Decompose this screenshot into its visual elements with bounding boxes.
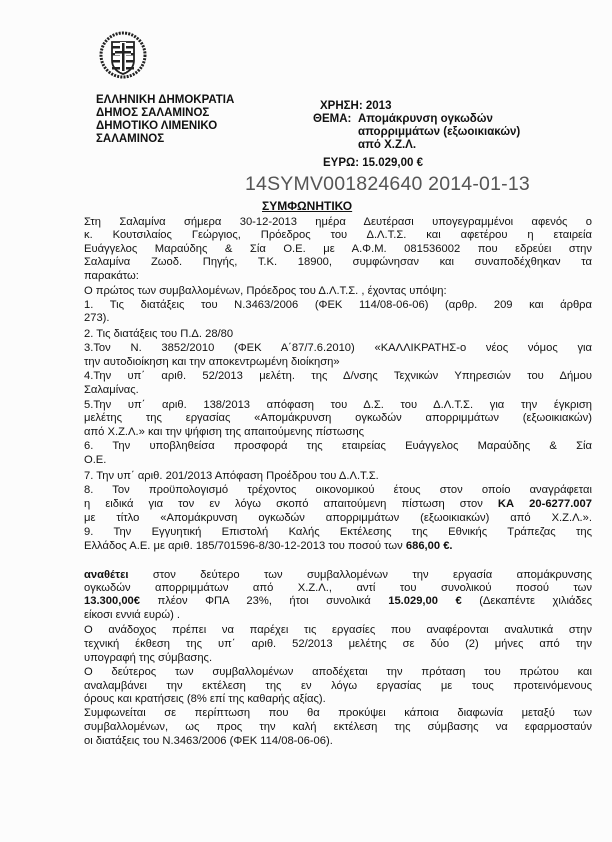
body-line — [84, 299, 592, 312]
body-line — [84, 384, 592, 397]
subject-label: ΘΕΜΑ: — [313, 113, 352, 125]
text-run: 8. Τον προϋπολογισμό τρέχοντος οικονομικού έτους στον οποίο αναγράφεται — [84, 484, 592, 496]
document-title: ΣΥΜΦΩΝΗΤΙΚΟ — [262, 199, 353, 213]
text-run: με τίτλο «Απομάκρυνση ογκωδών απορριμμάτων (εξωοικιακών) από Χ.Ζ.Λ.». — [84, 512, 592, 524]
body-line — [84, 652, 592, 665]
text-run: ογκωδών απορριμμάτων από Χ.Ζ.Λ., αντί του συνολικού ποσού των — [84, 582, 592, 594]
text-run: κ. Κουτσιλαίος Γεώργιος, Πρόεδρος του Δ.Λ.Τ.Σ. και αφετέρου η εταιρεία — [84, 229, 592, 241]
issuer-line: ΕΛΛΗΝΙΚΗ ΔΗΜΟΚΡΑΤΙΑ — [96, 94, 235, 106]
text-run: Σαλαμίνα Ζωοδ. Πηγής, Τ.Κ. 18900, συμφώνησαν και συναποδέχθηκαν τα — [84, 256, 592, 268]
text-run: Ο δεύτερος των συμβαλλομένων αποδέχεται την πρόταση του πρώτου και — [84, 666, 592, 678]
text-run: υπογραφή της σύμβασης. — [84, 652, 213, 664]
body-line — [84, 440, 592, 453]
body-line — [84, 735, 592, 748]
issuer-line: ΣΑΛΑΜΙΝΟΣ — [96, 133, 165, 145]
text-run: Ευάγγελος Μαραύδης & Σία Ο.Ε. με Α.Φ.Μ. 081536002 που εδρεύει στην — [84, 243, 592, 255]
text-run: Ο ανάδοχος πρέπει να παρέχει τις εργασίες που αναφέρονται αναλυτικά στην — [84, 624, 592, 636]
text-run: Ο πρώτος των συμβαλλομένων, Πρόεδρος του Δ.Λ.Τ.Σ. , έχοντας υπόψη: — [84, 285, 447, 297]
text-run: είκοσι εννιά ευρώ) . — [84, 609, 181, 621]
subject-line: από Χ.Ζ.Λ. — [358, 139, 417, 151]
subject-line: Απομάκρυνση ογκωδών — [358, 113, 493, 125]
text-run: 9. Την Εγγυητική Επιστολή Καλής Εκτέλεσης της Εθνικής Τράπεζας της — [84, 526, 592, 538]
subject-text — [358, 113, 520, 152]
text-run: μελέτης της εργασίας «Απομάκρυνση ογκωδών απορριμμάτων (εξωοικιακών) — [84, 412, 592, 424]
body-line — [84, 582, 592, 595]
body-line — [84, 624, 592, 637]
body-line — [84, 328, 592, 341]
body-line — [84, 312, 592, 325]
text-run: 2. Τις διατάξεις του Π.Δ. 28/80 — [84, 328, 234, 340]
text-run: τεχνική έκθεση της υπ΄ αριθ. 52/2013 μελέτης σε δύο (2) μήνες από την — [84, 638, 592, 650]
body-line — [84, 216, 592, 229]
fiscal-year: ΧΡΗΣΗ: 2013 — [320, 100, 392, 112]
text-run: 1. Τις διατάξεις του Ν.3463/2006 (ΦΕΚ 114/08-06-06) (αρθρ. 209 και άρθρα — [84, 299, 592, 311]
body-line — [84, 426, 592, 439]
body-line — [84, 370, 592, 383]
text-run: 4.Την υπ΄ αριθ. 52/2013 μελέτη. της Δ/νσης Τεχνικών Υπηρεσιών του Δήμου — [84, 370, 592, 382]
body-line — [84, 229, 592, 242]
body-line — [84, 285, 592, 298]
body-line — [84, 256, 592, 269]
body-line — [84, 512, 592, 525]
issuer-block — [96, 94, 234, 146]
text-run: Στη Σαλαμίνα σήμερα 30-12-2013 ημέρα Δευτέρασι υπογεγραμμένοι αφενός ο — [84, 216, 592, 228]
issuer-line: ΔΗΜΟΣ ΣΑΛΑΜΙΝΟΣ — [96, 107, 210, 119]
text-run: Σαλαμίνας. — [84, 384, 139, 396]
body-line — [84, 693, 592, 706]
bold-text: ΚΑ 20-6277.007 — [497, 498, 592, 510]
body-line — [84, 526, 592, 539]
text-run: η ειδικά για τον εν λόγω σκοπό απαιτούμενη πίστωση στον — [84, 498, 498, 510]
body-line — [84, 270, 592, 283]
text-run: Ο.Ε. — [84, 454, 107, 466]
body-line — [84, 412, 592, 425]
text-run: 3.Τον Ν. 3852/2010 (ΦΕΚ Α΄87/7.6.2010) «ΚΑΛΛΙΚΡΑΤΗΣ-ο νέος νόμος για — [84, 342, 592, 354]
body-line — [84, 595, 592, 608]
text-run: πλέον ΦΠΑ 23%, ήτοι συνολικά — [140, 595, 389, 607]
body-line — [84, 454, 592, 467]
issuer-line: ΔΗΜΟΤΙΚΟ ΛΙΜΕΝΙΚΟ — [96, 120, 218, 132]
greek-state-emblem — [98, 30, 148, 80]
bold-text: 15.029,00 € — [388, 595, 462, 607]
text-run: την αυτοδιοίκηση και την αποκεντρωμένη διοίκηση» — [84, 356, 340, 368]
document-id-watermark: 14SYMV001824640 2014-01-13 — [245, 173, 530, 195]
body-line — [84, 569, 592, 582]
text-run: (Δεκαπέντε χιλιάδες — [461, 595, 593, 607]
subject-line: απορριμμάτων (εξωοικιακών) — [358, 126, 521, 138]
body-line — [84, 721, 592, 734]
body-line — [84, 707, 592, 720]
body-line — [84, 399, 592, 412]
body-line — [84, 540, 592, 553]
body-line — [84, 356, 592, 369]
text-run: παρακάτω: — [84, 270, 139, 282]
body-line — [84, 680, 592, 693]
body-line — [84, 342, 592, 355]
text-run: αναλαμβάνει την εκτέλεση της εν λόγω εργασίας με τους προτεινόμενους — [84, 680, 592, 692]
amount: ΕΥΡΩ: 15.029,00 € — [323, 157, 424, 169]
body-line — [84, 666, 592, 679]
text-run: 5.Την υπ΄ αριθ. 138/2013 απόφαση του Δ.Σ. του Δ.Λ.Τ.Σ. για την έγκριση — [84, 399, 592, 411]
body-line — [84, 243, 592, 256]
text-run: στον δεύτερο των συμβαλλομένων την εργασία απομάκρυνσης — [128, 569, 592, 581]
bold-text: 686,00 €. — [405, 540, 453, 552]
text-run: 273). — [84, 312, 110, 324]
text-run: Ελλάδος Α.Ε. με αριθ. 185/701596-8/30-12-2013 του ποσού των — [84, 540, 406, 552]
text-run: συμβαλλομένων, ως προς την καλή εκτέλεση της σύμβασης να εφαρμοσταύν — [84, 721, 592, 733]
text-run: όρους και κρατήσεις (8% επί της καθαρής αξίας). — [84, 693, 326, 705]
text-run: 6. Την υποβληθείσα προσφορά της εταιρείας Ευάγγελος Μαραύδης & Σία — [84, 440, 592, 452]
bold-text: 13.300,00€ — [84, 595, 140, 607]
body-line — [84, 484, 592, 497]
body-line — [84, 470, 592, 483]
text-run: από Χ.Ζ.Λ.» και την ψήφιση της απαιτούμενης πίστωσης — [84, 426, 365, 438]
body-line — [84, 609, 592, 622]
bold-text: αναθέτει — [84, 569, 129, 581]
body-line — [84, 638, 592, 651]
text-run: Συμφωνείται σε περίπτωση που θα προκύψει κάποια διαφωνία μεταξύ των — [84, 707, 592, 719]
text-run: 7. Την υπ΄ αριθ. 201/2013 Απόφαση Προέδρου του Δ.Λ.Τ.Σ. — [84, 470, 379, 482]
body-line — [84, 498, 592, 511]
text-run: οι διατάξεις του Ν.3463/2006 (ΦΕΚ 114/08-06-06). — [84, 735, 333, 747]
